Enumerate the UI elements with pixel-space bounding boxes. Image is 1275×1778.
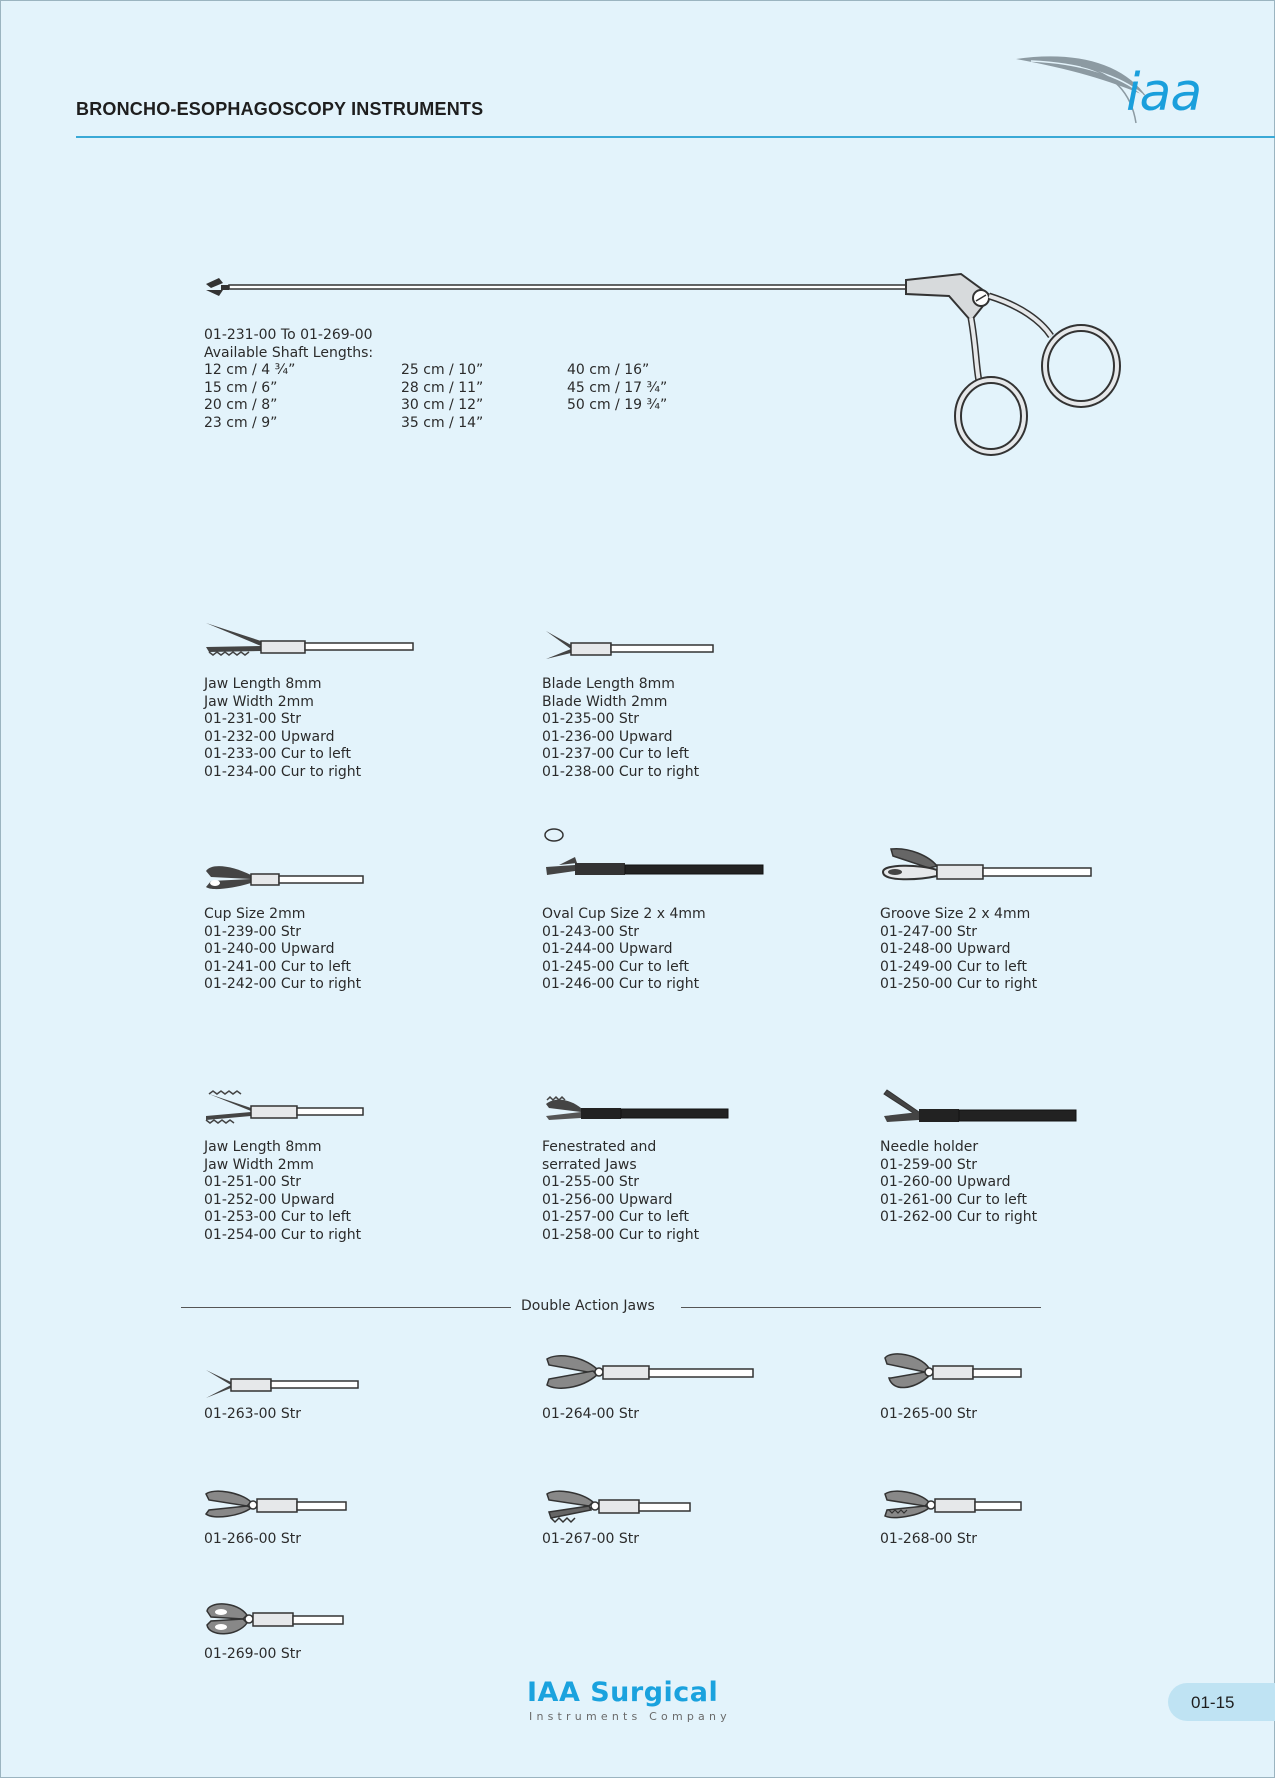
da-code-1: 01-263-00 Str [204, 1406, 302, 1422]
item-line: Oval Cup Size 2 x 4mm [542, 906, 706, 922]
item-line: 01-235-00 Str [542, 711, 640, 727]
shaft-length: 15 cm / 6” [204, 379, 278, 396]
item-line: Blade Width 2mm [542, 693, 668, 710]
item-line: 01-256-00 Upward [542, 1191, 673, 1208]
double-action-alligator-tip-icon [201, 1486, 349, 1522]
item-line: 01-231-00 Str [204, 711, 302, 727]
item-line: 01-236-00 Upward [542, 728, 673, 745]
shaft-length: 23 cm / 9” [204, 414, 278, 431]
item-line: Jaw Width 2mm [204, 693, 314, 710]
da-code-6: 01-268-00 Str [880, 1531, 978, 1547]
item-text-2 [542, 676, 699, 781]
item-line: 01-254-00 Cur to right [204, 1226, 362, 1243]
item-text-5 [880, 906, 1037, 994]
groove-forceps-tip-icon [879, 844, 1094, 890]
double-action-toothed-tip-icon [541, 1484, 693, 1526]
double-action-label: Double Action Jaws [521, 1298, 655, 1314]
item-line: 01-252-00 Upward [204, 1191, 335, 1208]
item-line: 01-249-00 Cur to left [880, 958, 1027, 975]
item-line: Cup Size 2mm [204, 906, 306, 922]
double-action-serrated-tip-icon [879, 1486, 1024, 1526]
serrated-jaw-forceps-tip-icon [201, 619, 416, 659]
divider-line-right [681, 1307, 1041, 1308]
divider-line-left [181, 1307, 511, 1308]
double-action-blade-tip-icon [201, 1366, 361, 1402]
item-line: Fenestrated and [542, 1139, 657, 1155]
shaft-length: 28 cm / 11” [401, 379, 484, 396]
double-action-oval-cup-tip-icon [201, 1599, 346, 1639]
item-line: 01-251-00 Str [204, 1174, 302, 1190]
footer-brand: IAA Surgical [527, 1677, 719, 1708]
item-line: Blade Length 8mm [542, 676, 675, 692]
item-text-8 [880, 1139, 1037, 1227]
item-line: 01-257-00 Cur to left [542, 1209, 689, 1225]
shaft-length: 12 cm / 4 ¾” [204, 362, 296, 378]
item-line: Jaw Width 2mm [204, 1156, 314, 1173]
item-line: 01-239-00 Str [204, 923, 302, 940]
item-line: 01-261-00 Cur to left [880, 1191, 1027, 1208]
shaft-length: 30 cm / 12” [401, 397, 484, 413]
item-line: 01-262-00 Cur to right [880, 1209, 1038, 1225]
shaft-length: 40 cm / 16” [567, 362, 650, 378]
item-line: 01-241-00 Cur to left [204, 958, 351, 975]
item-line: serrated Jaws [542, 1156, 637, 1173]
item-text-4 [542, 906, 706, 994]
item-line: 01-260-00 Upward [880, 1174, 1011, 1190]
item-line: 01-238-00 Cur to right [542, 763, 700, 780]
shaft-length: 25 cm / 10” [401, 362, 484, 378]
item-line: 01-248-00 Upward [880, 941, 1011, 957]
item-line: Needle holder [880, 1139, 979, 1155]
logo-text: iaa [1126, 63, 1202, 123]
item-line: 01-259-00 Str [880, 1156, 978, 1173]
da-code-4: 01-266-00 Str [204, 1531, 302, 1547]
da-code-7: 01-269-00 Str [204, 1646, 302, 1662]
item-line: 01-243-00 Str [542, 923, 640, 940]
scissors-blade-tip-icon [541, 629, 716, 663]
shaft-lengths-col-2 [401, 362, 483, 432]
item-line: 01-237-00 Cur to left [542, 746, 689, 762]
shaft-length: 45 cm / 17 ¾” [567, 379, 668, 396]
shaft-length: 35 cm / 14” [401, 414, 484, 431]
instrument-range-text [204, 327, 373, 362]
item-line: 01-258-00 Cur to right [542, 1226, 700, 1243]
header-rule [76, 136, 1275, 138]
page-title: BRONCHO-ESOPHAGOSCOPY INSTRUMENTS [76, 99, 484, 119]
item-line: 01-244-00 Upward [542, 941, 673, 957]
page-number: 01-15 [1191, 1693, 1235, 1712]
item-line: 01-232-00 Upward [204, 728, 335, 745]
double-action-cup-tip-icon [879, 1348, 1024, 1396]
oval-cup-forceps-tip-icon [541, 827, 766, 889]
item-line: 01-250-00 Cur to right [880, 976, 1038, 992]
item-line: 01-240-00 Upward [204, 941, 335, 957]
forceps-instrument-illustration-icon [201, 266, 1171, 486]
item-text-7 [542, 1139, 699, 1244]
double-action-grasper-tip-icon [541, 1351, 756, 1395]
item-line: 01-253-00 Cur to left [204, 1209, 351, 1225]
toothed-jaw-forceps-tip-icon [201, 1088, 366, 1124]
item-line: 01-242-00 Cur to right [204, 976, 362, 992]
item-line: 01-233-00 Cur to left [204, 746, 351, 762]
da-code-2: 01-264-00 Str [542, 1406, 640, 1422]
item-text-1 [204, 676, 361, 781]
range-label: 01-231-00 To 01-269-00 [204, 327, 373, 343]
shaft-lengths-col-1 [204, 362, 295, 432]
footer-brand-subtitle: Instruments Company [529, 1710, 731, 1723]
item-text-6 [204, 1139, 361, 1244]
item-line: 01-247-00 Str [880, 923, 978, 940]
item-line: 01-255-00 Str [542, 1174, 640, 1190]
item-line: 01-234-00 Cur to right [204, 763, 362, 780]
item-line: 01-245-00 Cur to left [542, 958, 689, 975]
shaft-length: 50 cm / 19 ¾” [567, 397, 668, 413]
cup-forceps-tip-icon [201, 861, 366, 893]
da-code-3: 01-265-00 Str [880, 1406, 978, 1422]
item-text-3 [204, 906, 361, 994]
needle-holder-tip-icon [879, 1086, 1079, 1128]
shaft-length: 20 cm / 8” [204, 397, 278, 413]
da-code-5: 01-267-00 Str [542, 1531, 640, 1547]
item-line: 01-246-00 Cur to right [542, 976, 700, 992]
fenestrated-jaw-forceps-tip-icon [541, 1094, 731, 1126]
item-line: Groove Size 2 x 4mm [880, 906, 1031, 922]
item-line: Jaw Length 8mm [204, 1139, 322, 1155]
item-line: Jaw Length 8mm [204, 676, 322, 692]
shaft-lengths-label: Available Shaft Lengths: [204, 344, 374, 361]
shaft-lengths-col-3 [567, 362, 667, 415]
